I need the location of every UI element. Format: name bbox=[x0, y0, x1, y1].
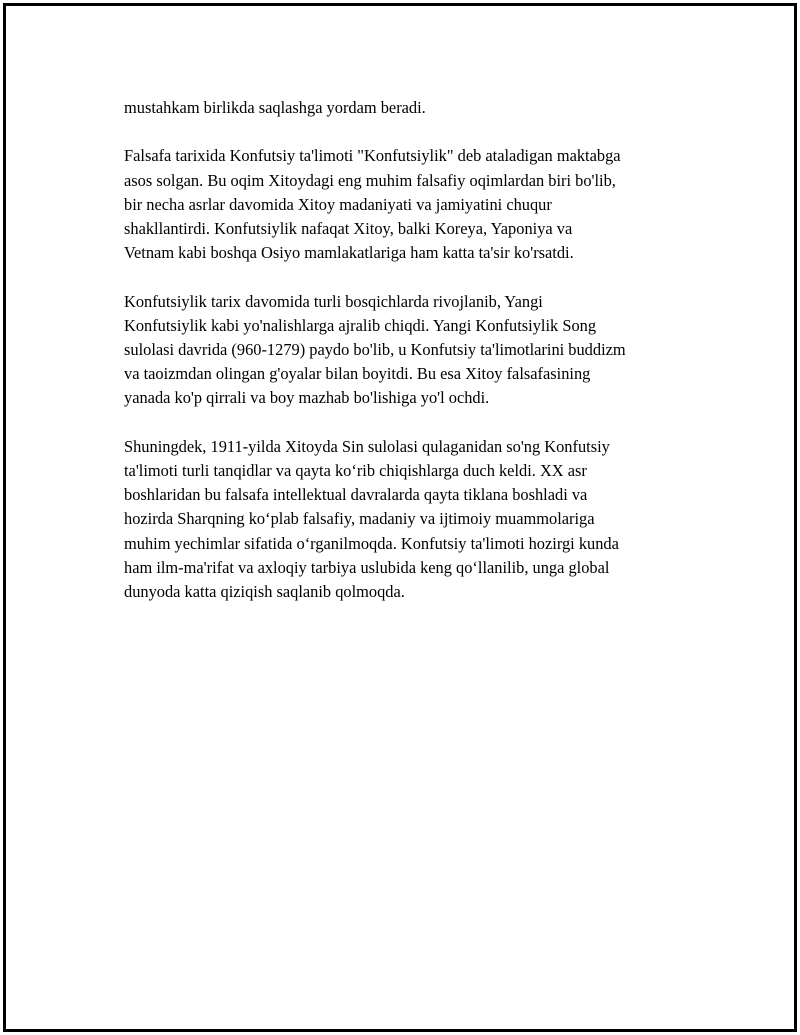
text-line: va taoizmdan olingan g'oyalar bilan boyitdi. Bu esa Xitoy falsafasining bbox=[124, 364, 591, 384]
page-frame bbox=[3, 3, 797, 1032]
text-line: dunyoda katta qiziqish saqlanib qolmoqda. bbox=[124, 582, 405, 602]
text-line: mustahkam birlikda saqlashga yordam beradi. bbox=[124, 98, 426, 117]
text-line: shakllantirdi. Konfutsiylik nafaqat Xitoy, balki Koreya, Yaponiya va bbox=[124, 219, 573, 238]
paragraph bbox=[124, 435, 704, 604]
text-line: ham ilm-ma'rifat va axloqiy tarbiya uslubida keng qo‘llanilib, unga global bbox=[124, 557, 610, 577]
paragraph bbox=[124, 96, 704, 120]
text-line: sulolasi davrida (960-1279) paydo bo'lib, u Konfutsiy ta'limotlarini buddizm bbox=[124, 340, 626, 359]
paragraph bbox=[124, 144, 704, 265]
text-line: Vetnam kabi boshqa Osiyo mamlakatlariga ham katta ta'sir ko'rsatdi. bbox=[124, 243, 574, 263]
document-body bbox=[124, 96, 704, 628]
text-line: asos solgan. Bu oqim Xitoydagi eng muhim falsafiy oqimlardan biri bo'lib, bbox=[124, 170, 616, 190]
text-line: Konfutsiylik tarix davomida turli bosqichlarda rivojlanib, Yangi bbox=[124, 291, 543, 311]
text-line: yanada ko'p qirrali va boy mazhab bo'lishiga yo'l ochdi. bbox=[124, 388, 490, 408]
text-line: bir necha asrlar davomida Xitoy madaniyati va jamiyatini chuqur bbox=[124, 194, 552, 214]
text-line: hozirda Sharqning ko‘plab falsafiy, madaniy va ijtimoiy muammolariga bbox=[124, 509, 595, 529]
paragraph bbox=[124, 290, 704, 411]
text-line: Konfutsiylik kabi yo'nalishlarga ajralib chiqdi. Yangi Konfutsiylik Song bbox=[124, 315, 597, 335]
text-line: boshlaridan bu falsafa intellektual davralarda qayta tiklana boshladi va bbox=[124, 485, 588, 505]
text-line: muhim yechimlar sifatida o‘rganilmoqda. Konfutsiy ta'limoti hozirgi kunda bbox=[124, 533, 619, 553]
text-line: Falsafa tarixida Konfutsiy ta'limoti "Konfutsiylik" deb ataladigan maktabga bbox=[124, 146, 621, 166]
text-line: ta'limoti turli tanqidlar va qayta ko‘rib chiqishlarga duch keldi. XX asr bbox=[124, 461, 587, 480]
text-line: Shuningdek, 1911-yilda Xitoyda Sin sulolasi qulaganidan so'ng Konfutsiy bbox=[124, 436, 610, 456]
